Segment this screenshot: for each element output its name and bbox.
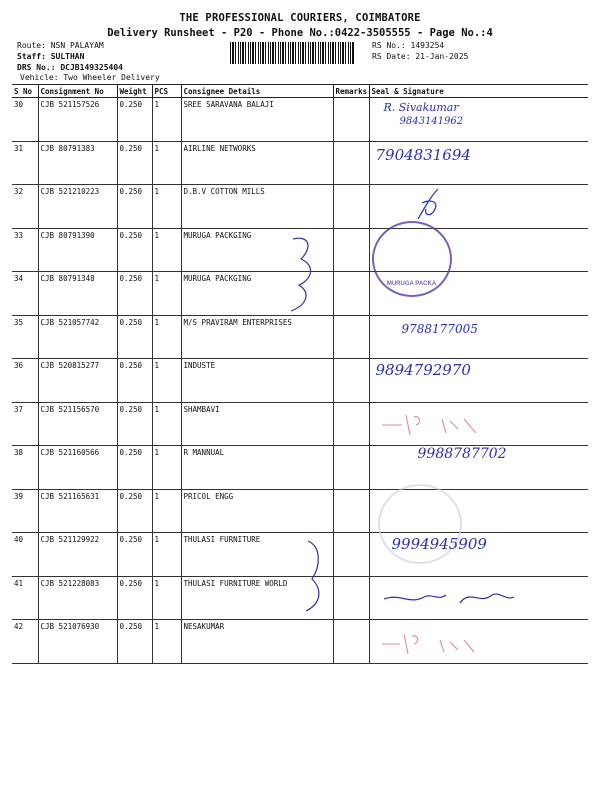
cell-remarks (333, 185, 369, 229)
cell-remarks (333, 402, 369, 446)
cell-weight: 0.250 (117, 228, 152, 272)
handwritten-phone: 9843141962 (399, 116, 464, 127)
cell-remarks (333, 533, 369, 577)
cell-signature (369, 272, 588, 316)
cell-signature (369, 620, 588, 664)
cell-weight: 0.250 (117, 620, 152, 664)
handwritten-phone: 9788177005 (401, 321, 478, 336)
table-row (12, 228, 588, 272)
cell-consignment: CJB 521076930 (38, 620, 117, 664)
cell-consignment: CJB 521228083 (38, 576, 117, 620)
cell-pcs: 1 (152, 98, 181, 142)
table-row (12, 489, 588, 533)
cell-sno: 31 (12, 141, 38, 185)
cell-consignee: M/S PRAVIRAM ENTERPRISES (181, 315, 333, 359)
consignee-text: MURUGA PACKGING (183, 230, 252, 240)
cell-weight: 0.250 (117, 272, 152, 316)
staff-label (17, 52, 84, 62)
signature-scribble (400, 185, 460, 223)
cell-pcs: 1 (152, 272, 181, 316)
table-row (12, 402, 588, 446)
cell-consignee: R MANNUAL (181, 446, 333, 490)
stamp-text: MURUGA PACKA (386, 280, 437, 287)
table-header-row (12, 85, 588, 98)
handwritten-phone: 9994945909 (391, 535, 487, 553)
cell-weight: 0.250 (117, 185, 152, 229)
cell-signature (369, 315, 588, 359)
cell-pcs: 1 (152, 533, 181, 577)
cell-consignee (181, 228, 333, 272)
cell-pcs: 1 (152, 489, 181, 533)
cell-weight: 0.250 (117, 446, 152, 490)
cell-consignee: SREE SARAVANA BALAJI (181, 98, 333, 142)
table-row (12, 98, 588, 142)
cell-signature (369, 533, 588, 577)
cell-consignment: CJB 521057742 (38, 315, 117, 359)
cell-pcs: 1 (152, 576, 181, 620)
cell-remarks (333, 141, 369, 185)
cell-consignment: CJB 521160566 (38, 446, 117, 490)
cell-consignment: CJB 80791390 (38, 228, 117, 272)
cell-consignment: CJB 521165631 (38, 489, 117, 533)
red-mark-scribble (380, 409, 500, 439)
cell-sno: 33 (12, 228, 38, 272)
header-weight: Weight (117, 85, 152, 98)
bracket-scribble (302, 537, 332, 617)
cell-signature (369, 359, 588, 403)
cell-sno: 39 (12, 489, 38, 533)
cell-consignment: CJB 521210223 (38, 185, 117, 229)
header-consignee: Consignee Details (181, 85, 333, 98)
cell-weight: 0.250 (117, 489, 152, 533)
runsheet-subtitle: Delivery Runsheet - P20 - Phone No.:0422-3505555 - Page No.:4 (107, 27, 493, 39)
cell-remarks (333, 228, 369, 272)
cell-weight: 0.250 (117, 576, 152, 620)
rs-number: RS No.: 1493254 (372, 41, 445, 50)
cell-consignee: MURUGA PACKGING (181, 272, 333, 316)
cell-sno: 42 (12, 620, 38, 664)
cell-signature (369, 141, 588, 185)
cell-sno: 37 (12, 402, 38, 446)
table-row (12, 185, 588, 229)
cell-pcs: 1 (152, 402, 181, 446)
cell-pcs: 1 (152, 620, 181, 664)
cell-signature (369, 402, 588, 446)
drs-value: DCJB149325404 (60, 63, 123, 72)
cell-weight: 0.250 (117, 402, 152, 446)
cell-remarks (333, 446, 369, 490)
cell-pcs: 1 (152, 228, 181, 272)
cell-consignment: CJB 521157526 (38, 98, 117, 142)
cell-consignee: INDUSTE (181, 359, 333, 403)
cell-remarks (333, 489, 369, 533)
rs-date: RS Date: 21-Jan-2025 (372, 52, 469, 61)
header-signature: Seal & Signature (369, 85, 588, 98)
table-row (12, 620, 588, 664)
table-row (12, 359, 588, 403)
cell-remarks (333, 315, 369, 359)
handwritten-phone: 9894792970 (375, 361, 471, 379)
cell-signature (369, 489, 588, 533)
cell-sno: 32 (12, 185, 38, 229)
cell-pcs: 1 (152, 141, 181, 185)
cell-sno: 38 (12, 446, 38, 490)
cell-consignee: SHAMBAVI (181, 402, 333, 446)
cell-consignee (181, 533, 333, 577)
cell-weight: 0.250 (117, 141, 152, 185)
cell-sno: 35 (12, 315, 38, 359)
handwritten-phone: 9988787702 (417, 446, 507, 462)
red-mark-scribble (380, 628, 500, 658)
cell-signature (369, 576, 588, 620)
handwritten-name: R. Sivakumar (383, 101, 459, 114)
cell-consignee: D.B.V COTTON MILLS (181, 185, 333, 229)
cell-consignee: THULASI FURNITURE WORLD (181, 576, 333, 620)
header-pcs: PCS (152, 85, 181, 98)
cell-consignee: AIRLINE NETWORKS (181, 141, 333, 185)
cell-remarks (333, 359, 369, 403)
bracket-scribble (287, 235, 327, 315)
header-remarks: Remarks (333, 85, 369, 98)
cell-signature (369, 446, 588, 490)
barcode-image (230, 42, 354, 64)
cell-sno: 30 (12, 98, 38, 142)
cell-pcs: 1 (152, 315, 181, 359)
cell-pcs: 1 (152, 359, 181, 403)
cell-consignee: NESAKUMAR (181, 620, 333, 664)
consignee-text: THULASI FURNITURE (183, 535, 261, 544)
cell-sno: 34 (12, 272, 38, 316)
header-consignment: Consignment No (38, 85, 117, 98)
table-row (12, 446, 588, 490)
cell-remarks (333, 272, 369, 316)
cell-consignment: CJB 80791348 (38, 272, 117, 316)
cell-remarks (333, 576, 369, 620)
cell-weight: 0.250 (117, 315, 152, 359)
table-row (12, 141, 588, 185)
staff-text: Staff: SULTHAN (17, 52, 85, 61)
cell-remarks (333, 620, 369, 664)
drs-number (17, 63, 123, 73)
handwritten-phone: 7904831694 (375, 145, 471, 164)
vehicle-label: Vehicle: Two Wheeler Delivery (20, 73, 160, 82)
cell-sno: 36 (12, 359, 38, 403)
drs-label: DRS No.: (17, 63, 56, 72)
cell-sno: 40 (12, 533, 38, 577)
cell-signature (369, 228, 588, 287)
signature-scribble (380, 583, 520, 613)
delivery-table (12, 84, 588, 664)
cell-consignment: CJB 521129922 (38, 533, 117, 577)
header-sno: S No (12, 85, 38, 98)
cell-pcs: 1 (152, 185, 181, 229)
cell-weight: 0.250 (117, 98, 152, 142)
cell-weight: 0.250 (117, 533, 152, 577)
cell-sno: 41 (12, 576, 38, 620)
runsheet-title: THE PROFESSIONAL COURIERS, COIMBATORE (179, 12, 421, 24)
cell-weight: 0.250 (117, 359, 152, 403)
cell-remarks (333, 98, 369, 142)
cell-consignment: CJB 521156570 (38, 402, 117, 446)
cell-consignment: CJB 80791383 (38, 141, 117, 185)
table-row (12, 576, 588, 620)
cell-pcs: 1 (152, 446, 181, 490)
cell-signature (369, 98, 588, 142)
cell-consignee: PRICOL ENGG (181, 489, 333, 533)
route-label: Route: NSN PALAYAM (17, 41, 104, 50)
cell-consignment: CJB 520815277 (38, 359, 117, 403)
table-row (12, 533, 588, 577)
table-row (12, 315, 588, 359)
